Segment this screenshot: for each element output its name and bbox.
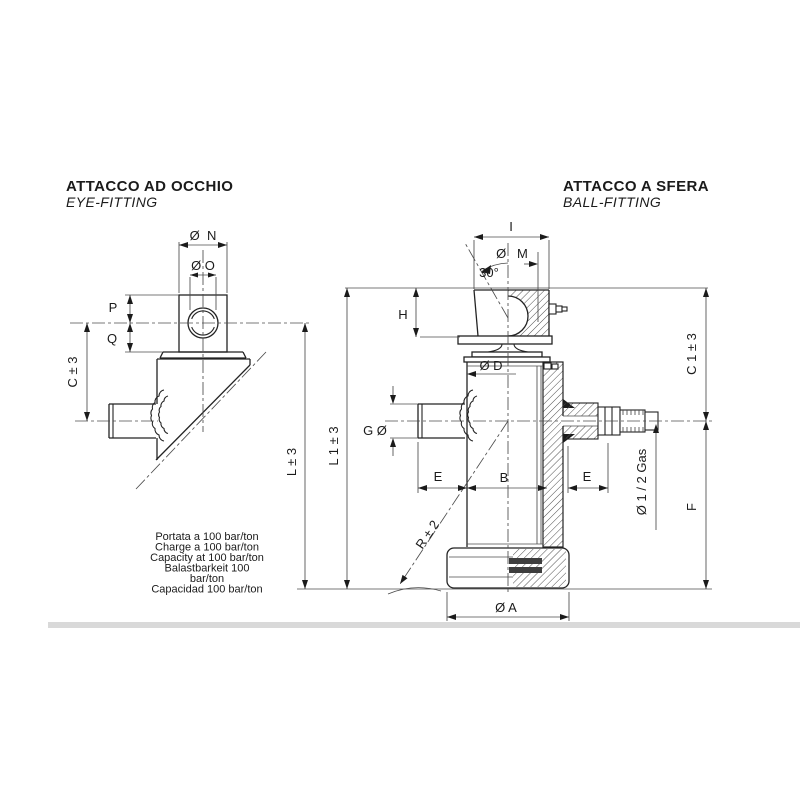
right-title: ATTACCO A SFERA: [563, 178, 709, 195]
capacity-line: Balastbarkeit 100: [164, 562, 250, 575]
label-dim-i: I: [509, 219, 513, 234]
left-title: ATTACCO AD OCCHIO: [66, 178, 234, 195]
right-subtitle: BALL-FITTING: [563, 194, 662, 210]
capacity-line: bar/ton: [189, 573, 225, 585]
label-dim-c1: C 1 ± 3: [684, 333, 699, 375]
label-dim-f: F: [684, 503, 699, 511]
label-thread: Ø 1 / 2 Gas: [634, 448, 649, 516]
label-dim-e-left: E: [433, 469, 443, 484]
label-dim-e-right: E: [582, 469, 592, 484]
piston-seal: [509, 567, 542, 573]
label-dim-r: R ± 2: [412, 517, 443, 552]
capacity-line: Capacity at 100 bar/ton: [150, 552, 264, 564]
label-angle: 30°: [479, 265, 499, 280]
label-dim-a: Ø A: [495, 600, 517, 615]
capacity-line: Portata a 100 bar/ton: [155, 531, 259, 543]
wall-section-hatch: [543, 362, 563, 547]
label-dim-m: Ø M: [496, 246, 528, 261]
label-dim-o: Ø O: [191, 258, 215, 273]
ball-fitting-drawing: [297, 243, 712, 594]
label-dim-b: B: [499, 470, 509, 485]
label-dim-n: Ø N: [189, 228, 217, 243]
label-dim-h: H: [398, 307, 408, 322]
page-edge-band: [48, 622, 800, 628]
label-dim-l1: L 1 ± 3: [326, 426, 341, 466]
label-dim-q: Q: [106, 331, 118, 346]
capacity-line: Charge a 100 bar/ton: [155, 541, 259, 554]
label-dim-p: P: [108, 300, 118, 315]
label-dim-c: C ± 3: [65, 356, 80, 388]
label-dim-g: G Ø: [363, 423, 387, 438]
left-subtitle: EYE-FITTING: [66, 194, 158, 210]
capacity-line: Capacidad 100 bar/ton: [151, 583, 263, 596]
label-dim-d: Ø D: [479, 358, 503, 373]
grease-nipple-icon: [549, 304, 567, 314]
labels: [65, 178, 709, 615]
label-dim-l: L ± 3: [284, 447, 299, 477]
piston-seal: [509, 558, 542, 564]
